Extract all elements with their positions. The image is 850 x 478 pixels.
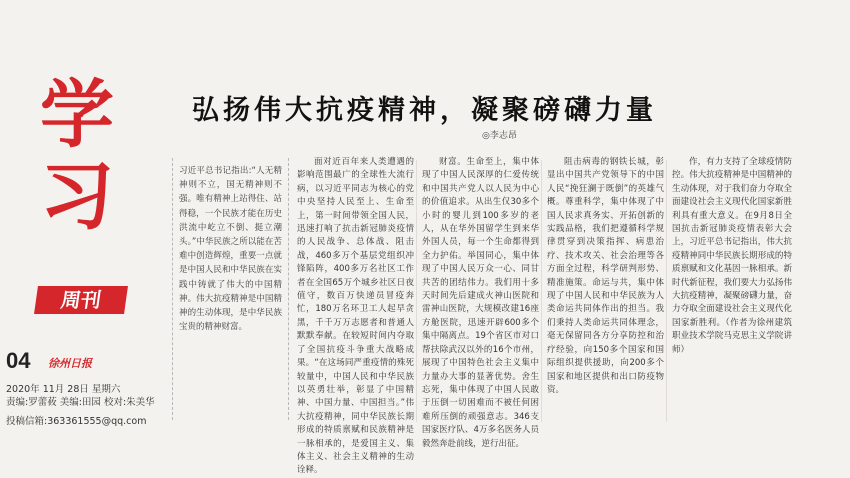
column-divider bbox=[416, 160, 417, 422]
column-divider bbox=[666, 160, 667, 422]
body-text: 财富。生命至上，集中体现了中国人民深厚的仁爱传统和中国共产党人以人民为中心的价值追求。从出生仅30多个小时的婴儿到100多岁的老人，从在华外国留学生到来华外国人员，每一个生命都得到全力护佑。举国同心，集中体现了中国人民万众一心、同甘共苦的团结伟力。我们用十多天时间先后建成火神山医院和雷神山医院，大规模改建16座方舱医院，迅速开辟600多个集中隔离点。19个省区市对口帮扶除武汉以外的16个市州，展现了中国特色社会主义集中力量办大事的显著优势。舍生忘死，集中体现了中国人民敢于压倒一切困难而不被任何困难所压倒的顽强意志。346支国家医疗队、4万多名医务人员毅然奔赴前线，逆行出征。 bbox=[422, 157, 539, 449]
weekly-label: 周刊 bbox=[34, 286, 128, 314]
issue-date: 2020年 11月 28日 星期六 bbox=[6, 384, 121, 395]
contact-email: 投稿信箱:363361555@qq.com bbox=[6, 416, 147, 427]
page-number: 04 bbox=[6, 348, 31, 373]
column-divider bbox=[541, 160, 542, 422]
masthead-char-xi: 习 bbox=[40, 154, 114, 240]
masthead-char-xue: 学 bbox=[40, 72, 114, 158]
editors-credit: 责编:罗蕾莜 美编:田园 校对:朱美华 bbox=[6, 397, 155, 408]
body-column-4 bbox=[672, 156, 792, 424]
body-text: 阻击病毒的钢铁长城，彰显出中国共产党领导下的中国人民“挽狂澜于既倒”的英雄气概。尊重科学，集中体现了中国人民求真务实、开拓创新的实践品格，我们把遵循科学规律贯穿到决策指挥、病患治疗、技术攻关、社会治理等各方面全过程，科学研判形势、精准施策。命运与共，集中体现了中国人民和中华民族为人类命运共同体作出的担当。我们秉持人类命运共同体理念，毫无保留同各方分享防控和治疗经验，向150多个国家和国际组织提供援助，向200多个国家和地区提供和出口防疫物资。 bbox=[547, 157, 664, 395]
body-column-1 bbox=[297, 156, 414, 476]
article-byline: ◎李志昂 bbox=[482, 131, 517, 141]
body-column-3 bbox=[547, 156, 664, 424]
paper-name: 徐州日报 bbox=[48, 357, 92, 370]
intro-box bbox=[172, 158, 289, 420]
masthead bbox=[0, 0, 155, 447]
intro-text: 习近平总书记指出:“人无精神则不立，国无精神则不强。唯有精神上站得住、站得稳，一个民族才能在历史洪流中屹立不倒、挺立潮头。”中华民族之所以能在苦难中创造辉煌，重要一点就是中国人民和中华民族在实践中铸就了伟大的中国精神。伟大抗疫精神是中国精神的生动体现，是中华民族宝贵的精神财富。 bbox=[179, 166, 282, 333]
body-text: 作，有力支持了全球疫情防控。伟大抗疫精神是中国精神的生动体现，对于我们奋力夺取全面建设社会主义现代化国家新胜利具有重大意义。在9月8日全国抗击新冠肺炎疫情表彰大会上，习近平总书记指出，伟大抗疫精神同中华民族长期形成的特质禀赋和文化基因一脉相承。新时代新征程，我们要大力弘扬伟大抗疫精神，凝聚磅礴力量，奋力夺取全面建设社会主义现代化国家新胜利。（作者为徐州建筑职业技术学院马克思主义学院讲师） bbox=[672, 157, 792, 355]
article-headline: 弘扬伟大抗疫精神，凝聚磅礴力量 bbox=[192, 95, 657, 126]
body-column-2 bbox=[422, 156, 539, 449]
body-text: 面对近百年来人类遭遇的影响范围最广的全球性大流行病，以习近平同志为核心的党中央坚持人民至上、生命至上，第一时间带领全国人民，迅速打响了抗击新冠肺炎疫情的人民战争、总体战、阻击战，460多万个基层党组织冲锋陷阵，400多万名社区工作者在全国65万个城乡社区日夜值守，数百万快递员冒疫奔忙，180万名环卫工人起早贪黑，千千万万志愿者和普通人默默奉献。在较短时间内夺取了全国抗疫斗争重大战略成果。“在这场同严重疫情的殊死较量中，中国人民和中华民族以英勇壮举，彰显了中国精神、中国力量、中国担当。”伟大抗疫精神，同中华民族长期形成的特质禀赋和民族精神是一脉相承的，是爱国主义、集体主义、社会主义精神的生动诠释。 bbox=[297, 157, 414, 476]
